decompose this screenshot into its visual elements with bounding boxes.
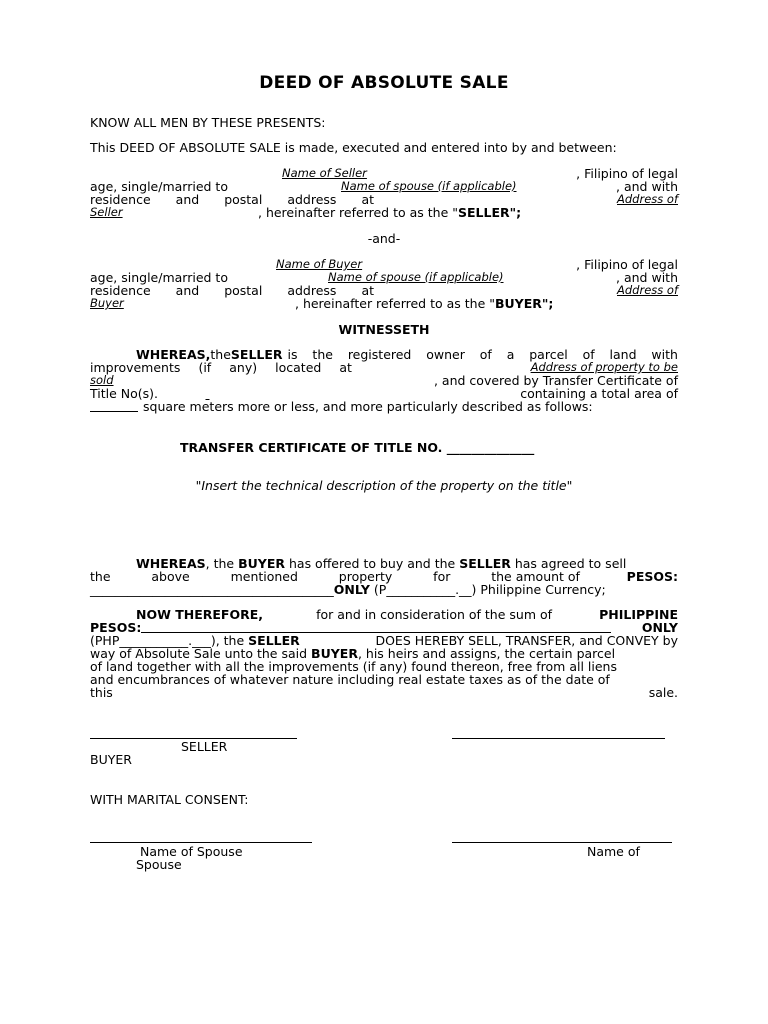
- now-therefore-paragraph: NOW THEREFORE, for and in consideration of the sum of PHILIPPINE PESOS: ONLY (PHP___________.___), the SELLER DOES HEREBY SELL, TRANSFER, and CONVEY by way of Absolute Sale unto the said BUYER, his heirs and assigns, the certain parcel of land together with all the improvements (if any) found thereon, free from all liens and encumbrances of whatever nature including real estate taxes as of the date of this sale.: [90, 607, 678, 700]
- buyer-address-field[interactable]: Address of: [617, 283, 678, 297]
- seller-role: SELLER";: [458, 205, 522, 220]
- tct-heading: TRANSFER CERTIFICATE OF TITLE NO. ______________: [180, 440, 535, 455]
- buyer-residence-label: residence and postal address at: [90, 283, 374, 298]
- seller-residence-label: residence and postal address at: [90, 192, 374, 207]
- buyer-name-field[interactable]: Name of Buyer: [276, 257, 363, 271]
- seller-name-field[interactable]: Name of Seller: [282, 166, 367, 180]
- buyer-address-cont[interactable]: Buyer: [90, 296, 124, 310]
- buyer-block: [90, 258, 678, 310]
- whereas-offer-paragraph: WHEREAS , the BUYER has offered to buy and the SELLER has agreed to sell the above mentioned property for the amount of PESOS: _______________________________________ ONLY (P___________.__) Philippine Currency;: [90, 556, 678, 597]
- consideration-field[interactable]: [141, 621, 611, 633]
- buyer-signature-label: BUYER: [90, 752, 132, 767]
- whereas-property-paragraph: WHEREAS, the SELLER is the registered owner of a parcel of land with improvements (if any) located at Address of property to be sold , and covered by Transfer Certificate of Title No(s). containing a total area of square meters more or less, and more particularly described as follows:: [90, 347, 678, 414]
- marital-consent-heading: WITH MARITAL CONSENT:: [90, 792, 249, 807]
- property-address-field[interactable]: Address of property to be: [530, 360, 678, 374]
- buyer-spouse-label: Name of: [587, 844, 640, 859]
- buyer-spouse-label-cont: Spouse: [136, 857, 182, 872]
- buyer-signature-line[interactable]: [452, 738, 665, 739]
- seller-spouse-label: Name of Spouse: [140, 844, 243, 859]
- intro-line: This DEED OF ABSOLUTE SALE is made, executed and entered into by and between:: [90, 140, 617, 155]
- improvements-label: improvements (if any) located at: [90, 360, 352, 375]
- seller-filipino: , Filipino of legal: [576, 166, 678, 181]
- seller-address-cont[interactable]: Seller: [90, 205, 123, 219]
- seller-spouse-signature-line[interactable]: [90, 842, 312, 843]
- buyer-role: BUYER";: [495, 296, 554, 311]
- technical-description-placeholder: "Insert the technical description of the property on the title": [195, 478, 573, 493]
- and-separator: -and-: [367, 231, 401, 246]
- buyer-spouse-signature-line[interactable]: [452, 842, 672, 843]
- buyer-filipino: , Filipino of legal: [576, 257, 678, 272]
- property-address-cont[interactable]: sold: [90, 373, 114, 387]
- seller-and-with: , and with: [616, 179, 678, 194]
- buyer-hereinafter: , hereinafter referred to as the ": [295, 296, 495, 311]
- witnesseth-heading: WITNESSETH: [338, 322, 430, 337]
- seller-address-field[interactable]: Address of: [617, 192, 678, 206]
- area-field[interactable]: [90, 400, 138, 412]
- amount-words-field[interactable]: _______________________________________: [90, 582, 334, 597]
- buyer-age-label: age, single/married to: [90, 270, 228, 285]
- page-title: DEED OF ABSOLUTE SALE: [259, 73, 509, 93]
- seller-block: [90, 167, 678, 219]
- seller-signature-label: SELLER: [181, 739, 228, 754]
- know-all-line: KNOW ALL MEN BY THESE PRESENTS:: [90, 115, 326, 130]
- seller-age-label: age, single/married to: [90, 179, 228, 194]
- buyer-spouse-field[interactable]: Name of spouse (if applicable): [328, 270, 504, 284]
- seller-hereinafter: , hereinafter referred to as the ": [258, 205, 458, 220]
- seller-spouse-field[interactable]: Name of spouse (if applicable): [341, 179, 517, 193]
- buyer-and-with: , and with: [616, 270, 678, 285]
